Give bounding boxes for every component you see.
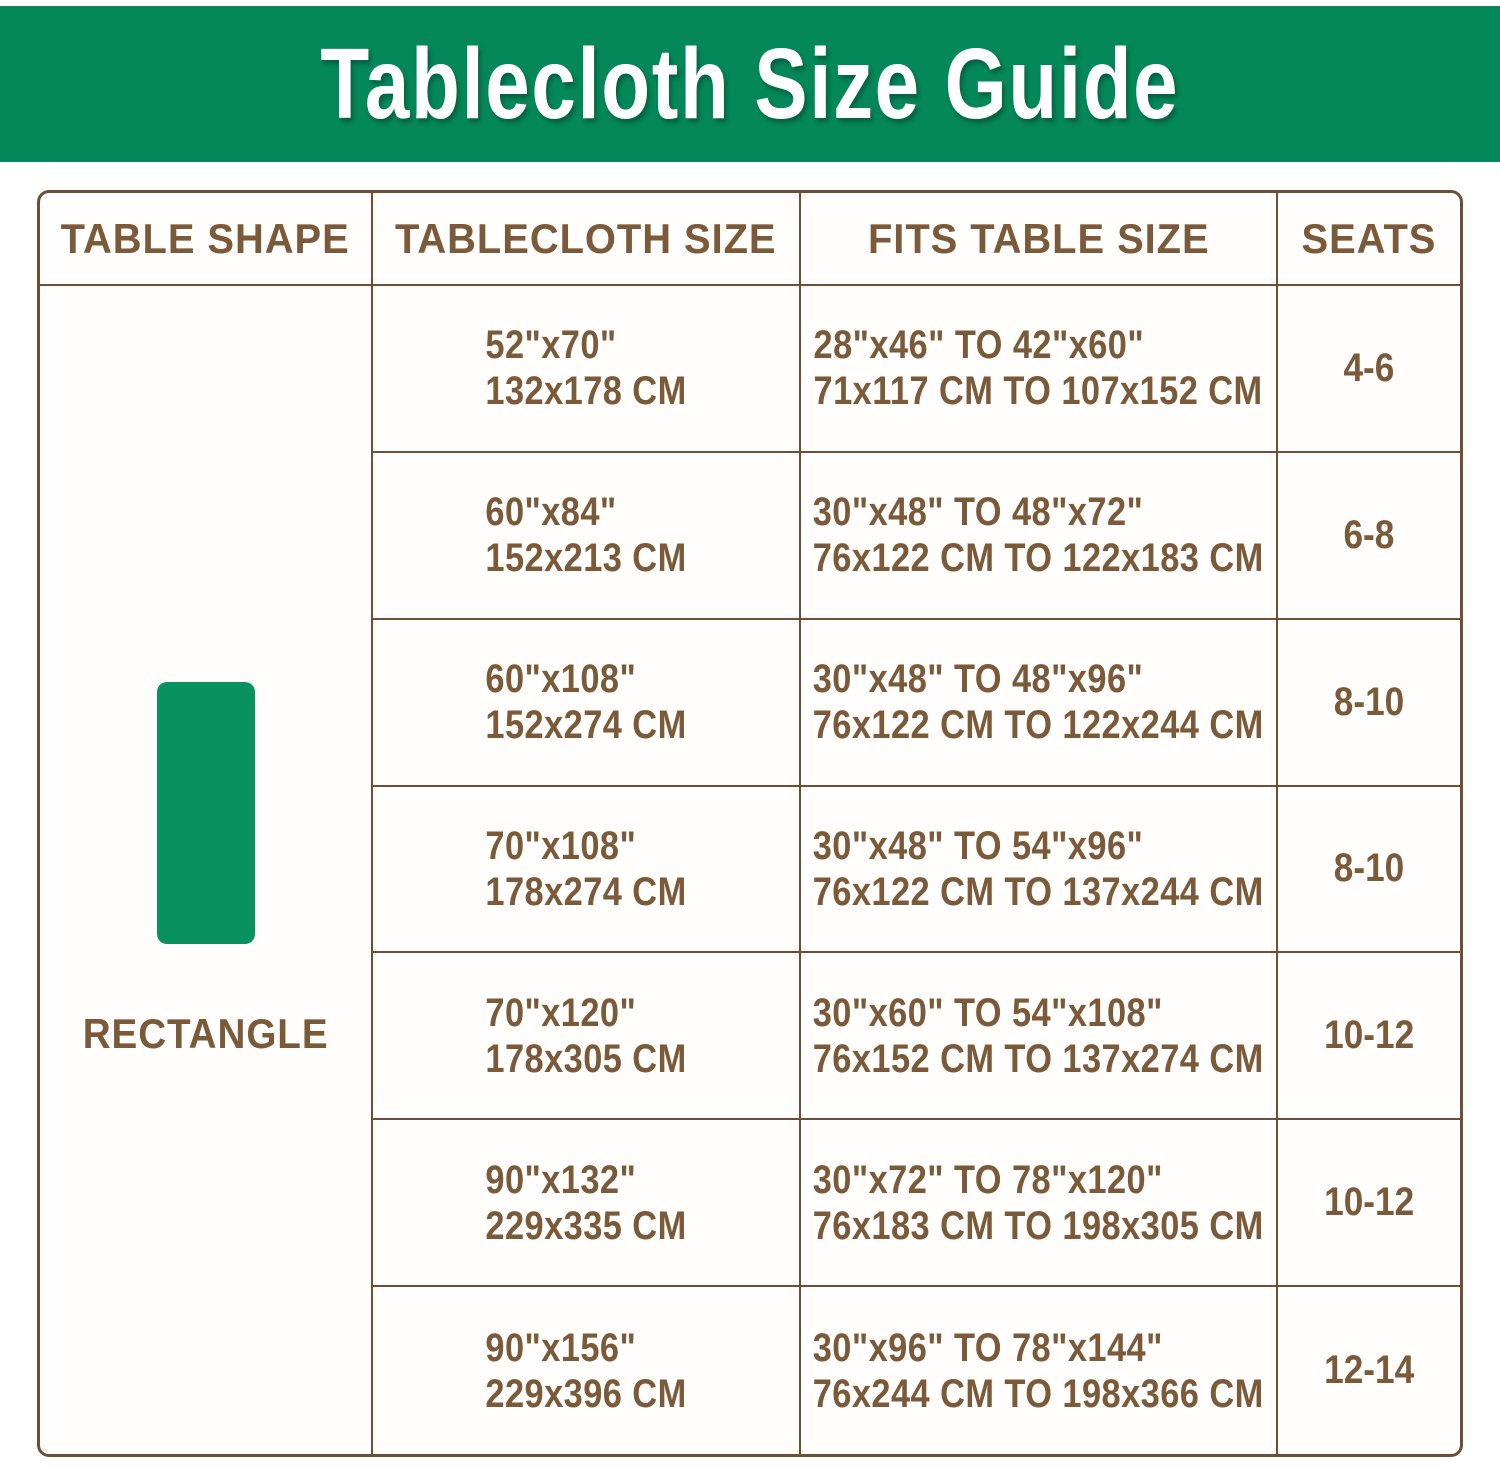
fits-cm: 71x117 CM TO 107x152 CM	[813, 369, 1264, 414]
tablecloth-size-cell	[373, 453, 801, 620]
tablecloth-size-cell	[373, 1120, 801, 1287]
fits-cm: 76x122 CM TO 122x183 CM	[813, 536, 1264, 581]
tablecloth-size-cell	[373, 1287, 801, 1454]
size-inches: 60"x108"	[485, 657, 637, 702]
tablecloth-size-cell	[373, 787, 801, 954]
fits-cm: 76x122 CM TO 137x244 CM	[813, 869, 1264, 914]
fits-table-size-cell	[801, 620, 1278, 787]
seats-value: 6-8	[1343, 512, 1395, 557]
size-inches: 52"x70"	[485, 323, 617, 368]
size-inches: 90"x156"	[485, 1325, 637, 1370]
size-inches: 60"x84"	[485, 490, 617, 535]
column-header-tablecloth-size	[373, 193, 801, 286]
fits-table-size-value	[813, 1325, 1264, 1417]
column-header-seats	[1278, 193, 1460, 286]
fits-table-size-value	[813, 489, 1264, 581]
tablecloth-size-value	[485, 823, 686, 915]
seats-value: 12-14	[1323, 1348, 1415, 1393]
size-cm: 178x274 CM	[485, 869, 687, 914]
fits-table-size-value	[813, 1157, 1264, 1249]
tablecloth-size-value	[485, 990, 686, 1082]
page-title: Tablecloth Size Guide	[320, 27, 1180, 140]
seats-cell	[1278, 1120, 1460, 1287]
tablecloth-size-value	[485, 322, 686, 414]
tablecloth-size-cell	[373, 953, 801, 1120]
seats-cell	[1278, 286, 1460, 453]
column-header-label: SEATS	[1301, 214, 1437, 262]
seats-value: 8-10	[1333, 679, 1405, 724]
size-cm: 178x305 CM	[485, 1036, 687, 1081]
fits-table-size-cell	[801, 1120, 1278, 1287]
fits-cm: 76x122 CM TO 122x244 CM	[813, 703, 1264, 748]
seats-cell	[1278, 620, 1460, 787]
fits-table-size-cell	[801, 453, 1278, 620]
fits-table-size-cell	[801, 953, 1278, 1120]
tablecloth-size-cell	[373, 620, 801, 787]
shape-label: RECTANGLE	[82, 1010, 329, 1057]
seats-cell	[1278, 1287, 1460, 1454]
fits-inches: 30"x60" TO 54"x108"	[813, 990, 1164, 1035]
fits-table-size-cell	[801, 286, 1278, 453]
tablecloth-size-value	[485, 1325, 686, 1417]
fits-table-size-value	[813, 656, 1264, 748]
seats-value: 8-10	[1333, 846, 1405, 891]
size-inches: 70"x120"	[485, 990, 637, 1035]
fits-inches: 30"x48" TO 48"x96"	[813, 657, 1144, 702]
size-cm: 229x335 CM	[485, 1203, 687, 1248]
size-inches: 90"x132"	[485, 1157, 637, 1202]
column-header-label: FITS TABLE SIZE	[867, 214, 1210, 262]
size-inches: 70"x108"	[485, 823, 637, 868]
fits-table-size-value	[813, 823, 1264, 915]
size-table-grid	[37, 190, 1463, 1457]
size-cm: 132x178 CM	[485, 369, 687, 414]
tablecloth-size-value	[485, 489, 686, 581]
column-header-table-shape	[40, 193, 373, 286]
table-shape-cell	[40, 286, 373, 1454]
fits-inches: 30"x72" TO 78"x120"	[813, 1157, 1164, 1202]
column-header-label: TABLE SHAPE	[60, 214, 351, 262]
rectangle-shape-icon	[157, 682, 255, 944]
column-header-label: TABLECLOTH SIZE	[395, 214, 777, 262]
fits-inches: 30"x48" TO 54"x96"	[813, 823, 1144, 868]
size-guide-table	[37, 190, 1463, 1457]
fits-table-size-cell	[801, 787, 1278, 954]
fits-inches: 30"x48" TO 48"x72"	[813, 490, 1144, 535]
size-cm: 152x274 CM	[485, 703, 687, 748]
tablecloth-size-guide-infographic	[0, 6, 1500, 1457]
fits-table-size-value	[814, 322, 1263, 414]
seats-value: 10-12	[1323, 1013, 1415, 1058]
seats-value: 10-12	[1323, 1180, 1415, 1225]
fits-inches: 28"x46" TO 42"x60"	[813, 323, 1145, 368]
fits-table-size-cell	[801, 1287, 1278, 1454]
column-header-fits-table-size	[801, 193, 1278, 286]
size-cm: 229x396 CM	[485, 1371, 687, 1416]
fits-cm: 76x244 CM TO 198x366 CM	[813, 1371, 1264, 1416]
title-banner	[0, 6, 1500, 162]
size-cm: 152x213 CM	[485, 536, 687, 581]
seats-value: 4-6	[1343, 345, 1395, 390]
seats-cell	[1278, 453, 1460, 620]
seats-cell	[1278, 787, 1460, 954]
fits-inches: 30"x96" TO 78"x144"	[813, 1325, 1164, 1370]
fits-cm: 76x183 CM TO 198x305 CM	[813, 1203, 1264, 1248]
tablecloth-size-cell	[373, 286, 801, 453]
fits-cm: 76x152 CM TO 137x274 CM	[813, 1036, 1264, 1081]
tablecloth-size-value	[485, 1157, 686, 1249]
tablecloth-size-value	[485, 656, 686, 748]
fits-table-size-value	[813, 990, 1264, 1082]
seats-cell	[1278, 953, 1460, 1120]
